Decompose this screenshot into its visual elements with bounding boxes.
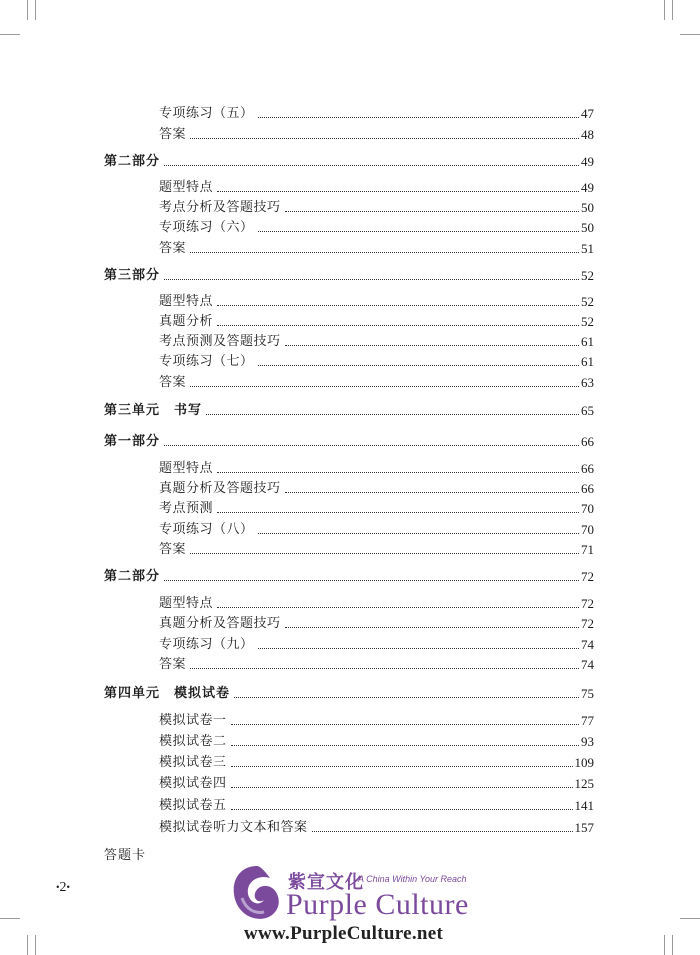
toc-entry-page: 72 xyxy=(581,569,594,584)
toc-entry-page: 125 xyxy=(574,776,594,791)
toc-entry-label: 答案 xyxy=(159,542,187,557)
toc-entry-page: 47 xyxy=(581,106,594,121)
toc-entry-page: 71 xyxy=(581,542,594,557)
toc-entry-label: 第三部分 xyxy=(104,268,161,283)
toc-entry-label: 题型特点 xyxy=(159,180,214,195)
toc-leader-dots xyxy=(217,191,579,192)
toc-leader-dots xyxy=(285,211,579,212)
toc-entry[interactable] xyxy=(159,749,594,771)
toc-entry[interactable] xyxy=(159,495,594,517)
toc-entry[interactable] xyxy=(159,348,594,370)
toc-entry-page: 63 xyxy=(581,375,594,390)
watermark-logo xyxy=(230,862,480,952)
toc-leader-dots xyxy=(258,365,579,366)
toc-entry[interactable] xyxy=(159,610,594,632)
toc-part[interactable] xyxy=(104,148,594,170)
toc-entry-label: 专项练习（六） xyxy=(159,220,254,235)
toc-part[interactable] xyxy=(104,262,594,284)
toc-entry-page: 52 xyxy=(581,294,594,309)
toc-entry-label: 题型特点 xyxy=(159,596,214,611)
toc-entry-label: 专项练习（七） xyxy=(159,354,254,369)
toc-leader-dots xyxy=(217,325,579,326)
toc-entry-page: 109 xyxy=(574,755,594,770)
toc-entry-label: 第三单元 书写 xyxy=(104,403,203,418)
toc-entry[interactable] xyxy=(159,194,594,216)
toc-entry-page: 61 xyxy=(581,334,594,349)
toc-entry-label: 真题分析 xyxy=(159,314,214,329)
toc-entry[interactable] xyxy=(159,121,594,143)
toc-entry-page: 50 xyxy=(581,220,594,235)
toc-leader-dots xyxy=(217,607,579,608)
page-number-bullet: • xyxy=(66,882,71,894)
toc-leader-dots xyxy=(231,724,579,725)
toc-entry-page: 65 xyxy=(581,403,594,418)
watermark-url: www.PurpleCulture.net xyxy=(244,923,444,944)
toc-leader-dots xyxy=(285,492,579,493)
toc-entry-label: 模拟试卷五 xyxy=(159,798,227,813)
toc-part[interactable] xyxy=(104,563,594,585)
toc-entry[interactable] xyxy=(159,214,594,236)
toc-entry-label: 考点分析及答题技巧 xyxy=(159,200,281,215)
toc-entry-page: 50 xyxy=(581,200,594,215)
toc-entry-label: 答案 xyxy=(159,375,187,390)
toc-entry-page: 48 xyxy=(581,127,594,142)
toc-leader-dots xyxy=(164,580,579,581)
toc-entry-page: 49 xyxy=(581,180,594,195)
toc-entry-page: 66 xyxy=(581,461,594,476)
toc-entry[interactable] xyxy=(159,651,594,673)
toc-entry-page: 52 xyxy=(581,314,594,329)
toc-entry-page: 74 xyxy=(581,637,594,652)
toc-leader-dots xyxy=(190,138,579,139)
toc-entry[interactable] xyxy=(159,328,594,350)
toc-entry-label: 题型特点 xyxy=(159,461,214,476)
toc-answer-sheet[interactable] xyxy=(104,842,224,864)
watermark-chinese-name: 紫宣文化 xyxy=(288,872,364,893)
toc-unit[interactable] xyxy=(104,397,594,419)
toc-entry-page: 61 xyxy=(581,354,594,369)
toc-leader-dots xyxy=(258,648,579,649)
toc-entry-page: 141 xyxy=(574,798,594,813)
toc-entry[interactable] xyxy=(159,308,594,330)
toc-entry-page: 74 xyxy=(581,657,594,672)
toc-entry-label: 真题分析及答题技巧 xyxy=(159,481,281,496)
toc-entry-page: 72 xyxy=(581,596,594,611)
toc-entry-label: 第四单元 模拟试卷 xyxy=(104,686,231,701)
toc-entry[interactable] xyxy=(159,536,594,558)
toc-leader-dots xyxy=(206,414,579,415)
toc-leader-dots xyxy=(231,809,573,810)
toc-entry[interactable] xyxy=(159,770,594,792)
toc-entry-page: 66 xyxy=(581,434,594,449)
toc-entry[interactable] xyxy=(159,100,594,122)
toc-leader-dots xyxy=(231,787,573,788)
toc-entry[interactable] xyxy=(159,728,594,750)
toc-entry-page: 157 xyxy=(574,820,594,835)
toc-entry-page: 72 xyxy=(581,616,594,631)
toc-entry-page: 93 xyxy=(581,734,594,749)
toc-entry[interactable] xyxy=(159,455,594,477)
toc-entry-label: 答案 xyxy=(159,127,187,142)
toc-leader-dots xyxy=(285,345,579,346)
toc-leader-dots xyxy=(231,745,579,746)
toc-entry[interactable] xyxy=(159,235,594,257)
toc-entry[interactable] xyxy=(159,516,594,538)
toc-entry-label: 模拟试卷四 xyxy=(159,776,227,791)
purple-culture-swirl-icon xyxy=(230,862,284,926)
toc-entry-label: 题型特点 xyxy=(159,294,214,309)
toc-entry-label: 答题卡 xyxy=(104,848,147,863)
toc-leader-dots xyxy=(258,533,579,534)
toc-entry[interactable] xyxy=(159,814,594,836)
toc-entry[interactable] xyxy=(159,631,594,653)
toc-leader-dots xyxy=(164,165,579,166)
toc-leader-dots xyxy=(164,279,579,280)
toc-unit[interactable] xyxy=(104,680,594,702)
toc-entry-page: 70 xyxy=(581,522,594,537)
toc-entry-label: 考点预测及答题技巧 xyxy=(159,334,281,349)
toc-leader-dots xyxy=(258,231,579,232)
toc-entry-label: 模拟试卷听力文本和答案 xyxy=(159,820,308,835)
toc-entry-page: 75 xyxy=(581,686,594,701)
toc-entry-label: 第二部分 xyxy=(104,154,161,169)
toc-leader-dots xyxy=(190,252,579,253)
toc-leader-dots xyxy=(217,305,579,306)
toc-entry-label: 模拟试卷三 xyxy=(159,755,227,770)
toc-leader-dots xyxy=(217,472,579,473)
toc-entry-label: 答案 xyxy=(159,241,187,256)
page-number xyxy=(56,880,70,896)
toc-leader-dots xyxy=(231,766,573,767)
toc-entry[interactable] xyxy=(159,369,594,391)
toc-entry-page: 52 xyxy=(581,268,594,283)
page-number-bullet: • xyxy=(56,882,60,894)
toc-entry-page: 66 xyxy=(581,481,594,496)
toc-entry-page: 77 xyxy=(581,713,594,728)
toc-leader-dots xyxy=(190,553,579,554)
toc-leader-dots xyxy=(258,117,579,118)
toc-entry-label: 专项练习（五） xyxy=(159,106,254,121)
toc-leader-dots xyxy=(190,386,579,387)
toc-entry-page: 70 xyxy=(581,501,594,516)
toc-leader-dots xyxy=(234,697,579,698)
toc-entry[interactable] xyxy=(159,707,594,729)
toc-entry-label: 专项练习（九） xyxy=(159,637,254,652)
toc-entry-label: 第一部分 xyxy=(104,434,161,449)
toc-leader-dots xyxy=(285,627,579,628)
toc-entry-page: 49 xyxy=(581,154,594,169)
toc-entry-label: 考点预测 xyxy=(159,501,214,516)
toc-leader-dots xyxy=(164,445,579,446)
toc-leader-dots xyxy=(190,668,579,669)
toc-entry-label: 真题分析及答题技巧 xyxy=(159,616,281,631)
page-number-value: 2 xyxy=(59,880,67,895)
toc-part[interactable] xyxy=(104,428,594,450)
toc-entry[interactable] xyxy=(159,590,594,612)
toc-entry-label: 第二部分 xyxy=(104,569,161,584)
toc-entry[interactable] xyxy=(159,288,594,310)
toc-leader-dots xyxy=(217,512,579,513)
toc-entry-label: 模拟试卷二 xyxy=(159,734,227,749)
toc-entry[interactable] xyxy=(159,174,594,196)
watermark-brand: Purple Culture xyxy=(286,888,469,921)
toc-entry-page: 51 xyxy=(581,241,594,256)
watermark-tagline: A China Within Your Reach xyxy=(358,874,467,884)
toc-entry[interactable] xyxy=(159,475,594,497)
toc-entry-label: 模拟试卷一 xyxy=(159,713,227,728)
toc-leader-dots xyxy=(312,831,573,832)
toc-entry[interactable] xyxy=(159,792,594,814)
toc-entry-label: 专项练习（八） xyxy=(159,522,254,537)
toc-entry-label: 答案 xyxy=(159,657,187,672)
